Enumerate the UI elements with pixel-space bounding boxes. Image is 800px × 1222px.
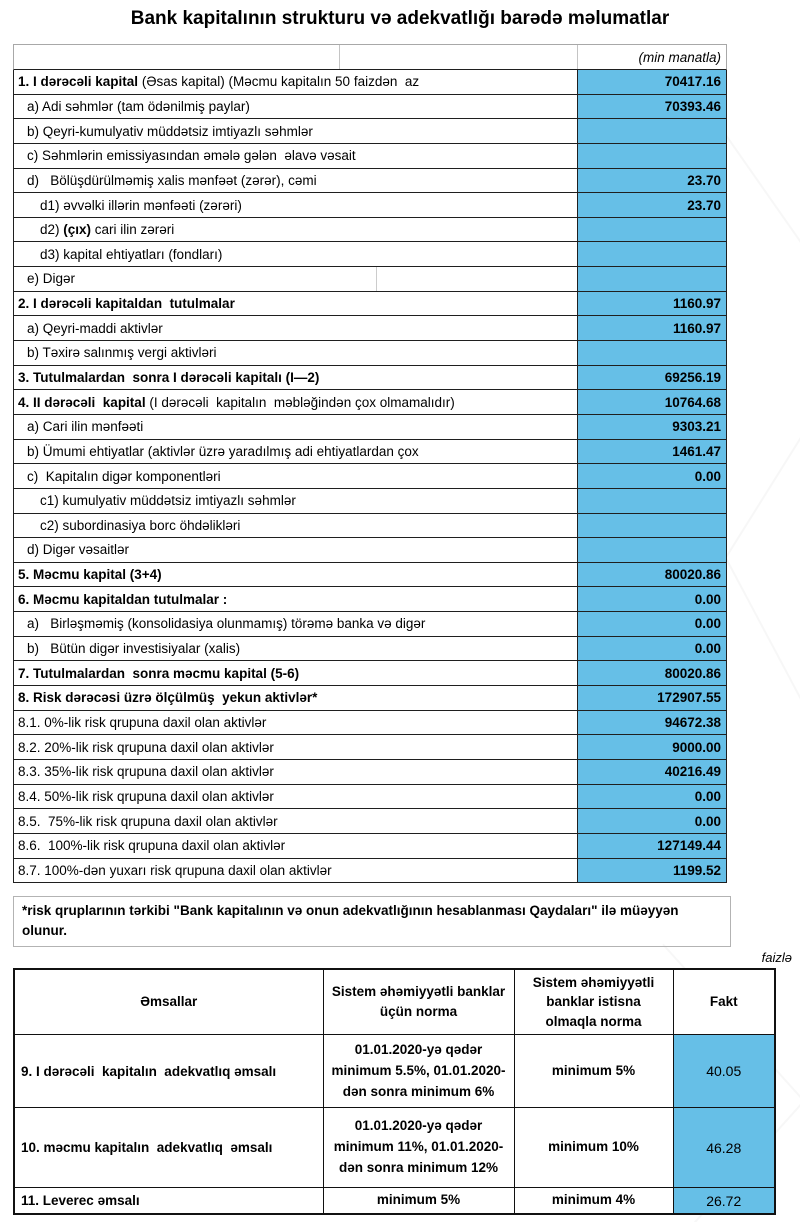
- row-label: b) Ümumi ehtiyatlar (aktivlər üzrə yaradılmış adi ehtiyatlardan çox: [27, 443, 419, 459]
- table-row: [14, 464, 726, 489]
- row-label: 7. Tutulmalardan sonra məcmu kapital (5-6): [18, 665, 300, 681]
- row-value: 94672.38: [577, 711, 726, 735]
- table-row: [14, 735, 726, 760]
- row-value: 0.00: [577, 464, 726, 488]
- coefficient-label: 10. məcmu kapitalın adekvatlıq əmsalı: [14, 1108, 323, 1188]
- row-value: 0.00: [577, 612, 726, 636]
- norm-systemic-value: 01.01.2020-yə qədər minimum 11%, 01.01.2020-dən sonra minimum 12%: [323, 1108, 514, 1188]
- table-row: [14, 661, 726, 686]
- table-row: [14, 711, 726, 736]
- fact-value: 26.72: [673, 1188, 775, 1214]
- row-value: [577, 144, 726, 168]
- footnote: *risk qruplarının tərkibi "Bank kapitalının və onun adekvatlığının hesablanması Qaydaları" ilə müəyyən olunur.: [13, 896, 731, 947]
- row-value: 1160.97: [577, 292, 726, 316]
- table-row: [14, 612, 726, 637]
- header-norm-systemic: Sistem əhəmiyyətli banklar üçün norma: [323, 969, 514, 1035]
- row-label: c2) subordinasiya borc öhdəlikləri: [40, 517, 241, 533]
- row-value: 0.00: [577, 587, 726, 611]
- row-label: 1. I dərəcəli kapital (Əsas kapital) (Məcmu kapitalın 50 faizdən az: [18, 74, 420, 90]
- row-label: 8. Risk dərəcəsi üzrə ölçülmüş yekun aktivlər*: [18, 690, 318, 706]
- table-row: [14, 489, 726, 514]
- table-row: [14, 1035, 775, 1108]
- row-value: 70417.16: [577, 70, 726, 94]
- row-value: 0.00: [577, 809, 726, 833]
- row-value: 69256.19: [577, 366, 726, 390]
- table-row: [14, 809, 726, 834]
- table-row: [14, 316, 726, 341]
- row-value: [577, 341, 726, 365]
- row-value: 80020.86: [577, 563, 726, 587]
- row-label: 8.1. 0%-lik risk qrupuna daxil olan aktivlər: [18, 714, 267, 730]
- table-row: [14, 785, 726, 810]
- norm-other-value: minimum 5%: [514, 1035, 673, 1108]
- coefficient-label: 9. I dərəcəli kapitalın adekvatlıq əmsalı: [14, 1035, 323, 1108]
- table-row: [14, 292, 726, 317]
- table-row: [14, 366, 726, 391]
- norm-systemic-value: minimum 5%: [323, 1188, 514, 1214]
- row-value: 9000.00: [577, 735, 726, 759]
- table-row: [14, 193, 726, 218]
- row-value: 1461.47: [577, 440, 726, 464]
- row-label: c) Səhmlərin emissiyasından əmələ gələn əlavə vəsait: [27, 148, 356, 164]
- fact-value: 40.05: [673, 1035, 775, 1108]
- row-label: b) Bütün digər investisiyalar (xalis): [27, 641, 241, 657]
- row-label: 8.6. 100%-lik risk qrupuna daxil olan aktivlər: [18, 838, 286, 854]
- header-coefficients: Əmsallar: [14, 969, 323, 1035]
- row-label: b) Təxirə salınmış vergi aktivləri: [27, 345, 217, 361]
- unit-note: (min manatla): [638, 49, 721, 65]
- row-label: a) Birləşməmiş (konsolidasiya olunmamış) törəmə banka və digər: [27, 616, 426, 632]
- row-value: [577, 242, 726, 266]
- row-label: d1) əvvəlki illərin mənfəəti (zərəri): [40, 197, 242, 213]
- norm-other-value: minimum 10%: [514, 1108, 673, 1188]
- row-label: 3. Tutulmalardan sonra I dərəcəli kapitalı (I—2): [18, 370, 320, 385]
- row-label: c1) kumulyativ müddətsiz imtiyazlı səhmlər: [40, 493, 296, 509]
- table-row: [14, 834, 726, 859]
- norm-table-header-row: [14, 969, 775, 1035]
- page-title: Bank kapitalının strukturu və adekvatlığı barədə məlumatlar: [130, 8, 670, 29]
- capital-table-body: [13, 70, 727, 883]
- table-row: [14, 95, 726, 120]
- row-label: c) Kapitalın digər komponentləri: [27, 468, 221, 484]
- table-row: [14, 415, 726, 440]
- row-label: a) Adi səhmlər (tam ödənilmiş paylar): [27, 98, 250, 114]
- percent-note: faizlə: [761, 949, 792, 965]
- row-label: 2. I dərəcəli kapitaldan tutulmalar: [18, 296, 235, 312]
- fact-value: 46.28: [673, 1108, 775, 1188]
- table-row: [14, 1188, 775, 1214]
- table-row: [14, 70, 726, 95]
- table-row: [14, 587, 726, 612]
- row-label: 4. II dərəcəli kapital (I dərəcəli kapitalın məbləğindən çox olmamalıdır): [18, 394, 455, 410]
- table-row: [14, 341, 726, 366]
- row-value: 1199.52: [577, 859, 726, 883]
- row-label: a) Qeyri-maddi aktivlər: [27, 320, 163, 336]
- table-row: [14, 440, 726, 465]
- row-value: [577, 538, 726, 562]
- table-row: [14, 563, 726, 588]
- row-value: [577, 267, 726, 291]
- table-row: [14, 514, 726, 539]
- row-label: b) Qeyri-kumulyativ müddətsiz imtiyazlı səhmlər: [27, 123, 313, 139]
- coefficient-label: 11. Leverec əmsalı: [14, 1188, 323, 1214]
- row-value: 172907.55: [577, 686, 726, 710]
- row-value: 1160.97: [577, 316, 726, 340]
- row-label: 8.4. 50%-lik risk qrupuna daxil olan aktivlər: [18, 788, 274, 804]
- table-row: [14, 686, 726, 711]
- row-label: 8.5. 75%-lik risk qrupuna daxil olan aktivlər: [18, 813, 278, 829]
- row-label: d3) kapital ehtiyatları (fondları): [40, 246, 223, 262]
- row-label: 8.2. 20%-lik risk qrupuna daxil olan aktivlər: [18, 739, 274, 755]
- row-value: 0.00: [577, 785, 726, 809]
- table-row: [14, 218, 726, 243]
- row-label: d2) (çıx) cari ilin zərəri: [40, 222, 175, 238]
- capital-table-header: [13, 44, 727, 70]
- norm-other-value: minimum 4%: [514, 1188, 673, 1214]
- row-value: 127149.44: [577, 834, 726, 858]
- table-row: [14, 637, 726, 662]
- row-value: 10764.68: [577, 390, 726, 414]
- table-row: [14, 169, 726, 194]
- table-row: [14, 538, 726, 563]
- row-label: d) Digər vəsaitlər: [27, 542, 130, 558]
- row-label: d) Bölüşdürülməmiş xalis mənfəət (zərər), cəmi: [27, 172, 317, 188]
- row-value: [577, 119, 726, 143]
- table-row: [14, 242, 726, 267]
- header-norm-other: Sistem əhəmiyyətli banklar istisna olmaqla norma: [514, 969, 673, 1035]
- row-label: 5. Məcmu kapital (3+4): [18, 567, 162, 583]
- table-row: [14, 144, 726, 169]
- table-row: [14, 119, 726, 144]
- header-fact: Fakt: [673, 969, 775, 1035]
- row-label: a) Cari ilin mənfəəti: [27, 419, 144, 435]
- row-value: 80020.86: [577, 661, 726, 685]
- row-label: 6. Məcmu kapitaldan tutulmalar :: [18, 591, 228, 607]
- row-value: [577, 218, 726, 242]
- row-label: 8.7. 100%-dən yuxarı risk qrupuna daxil olan aktivlər: [18, 862, 332, 878]
- row-value: [577, 489, 726, 513]
- table-row: [14, 1108, 775, 1188]
- capital-table: [13, 44, 727, 883]
- row-value: 40216.49: [577, 760, 726, 784]
- row-value: 70393.46: [577, 95, 726, 119]
- header-divider: [339, 45, 340, 69]
- header-divider: [577, 45, 578, 69]
- table-row: [14, 390, 726, 415]
- row-value: 0.00: [577, 637, 726, 661]
- table-row: [14, 760, 726, 785]
- norm-table: [13, 968, 776, 1215]
- row-value: 23.70: [577, 169, 726, 193]
- row-value: [577, 514, 726, 538]
- norm-systemic-value: 01.01.2020-yə qədər minimum 5.5%, 01.01.2020-dən sonra minimum 6%: [323, 1035, 514, 1108]
- row-value: 23.70: [577, 193, 726, 217]
- table-row: [14, 267, 726, 292]
- table-row: [14, 859, 726, 884]
- row-label: 8.3. 35%-lik risk qrupuna daxil olan aktivlər: [18, 764, 274, 780]
- row-label: e) Digər: [14, 267, 577, 291]
- row-value: 9303.21: [577, 415, 726, 439]
